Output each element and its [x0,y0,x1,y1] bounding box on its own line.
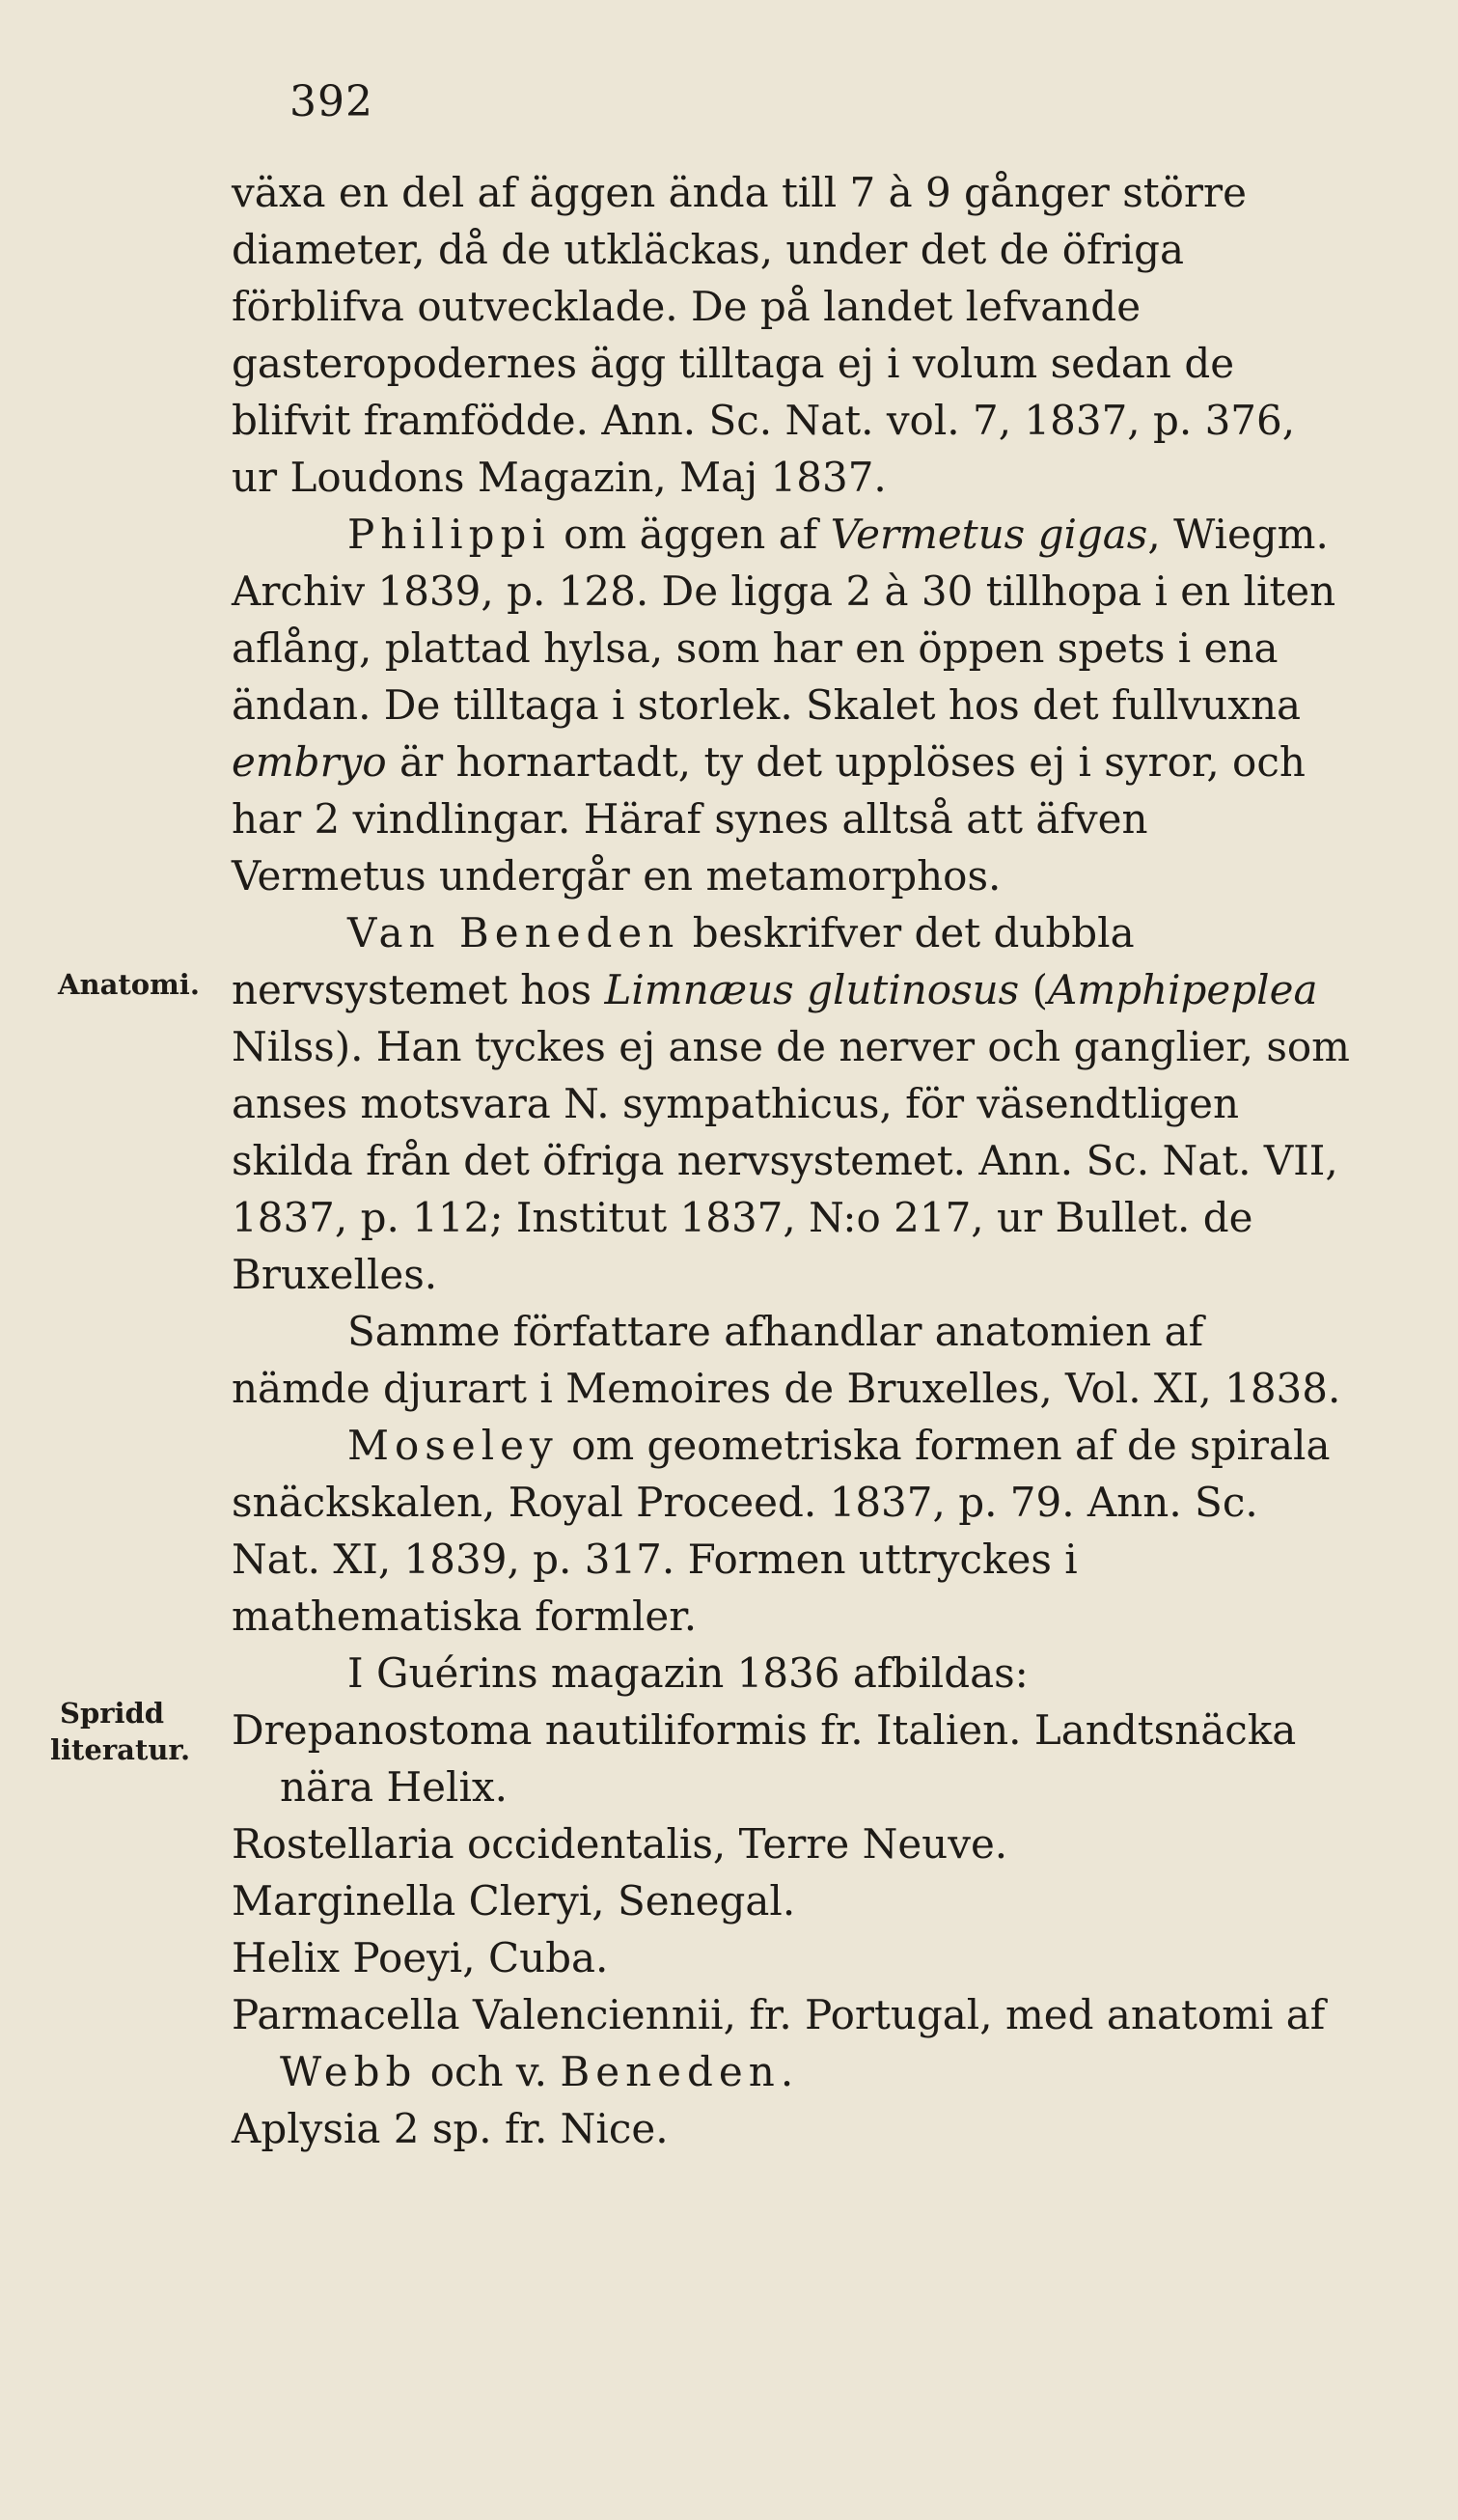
page-number: 392 [289,77,373,126]
text-run: beskrifver det dubbla nervsystemet hos [232,909,1135,1013]
margin-note-anatomi: Anatomi. [58,968,200,1001]
text-run: och v. [417,2048,561,2095]
author-moseley: Moseley [347,1422,559,1469]
margin-note-literatur: literatur. [50,1733,191,1766]
paragraph-egg-growth: växa en del af äggen ända till 7 à 9 gånger större diameter, då de utkläckas, under det de öfriga förblifva outvecklade. De på landet lefvande gasteropodernes ägg tilltaga ej i volum sedan de blifvit framfödde. Ann. Sc. Nat. vol. 7, 1837, p. 376, ur Loudons Magazin, Maj 1837. [232,169,1296,501]
text-run: om geometriska formen af de spirala snäckskalen, Royal Proceed. 1837, p. 79. Ann. Sc. Nat. XI, 1839, p. 317. Formen uttryckes i mathematiska formler. [232,1422,1331,1640]
paragraph-van-beneden [232,904,1353,1303]
species-amphipeplea: Amphipeplea [1048,966,1318,1013]
author-webb: Webb [280,2048,418,2095]
author-philippi: Philippi [347,511,551,558]
text-run: om äggen af [550,511,831,558]
text-run: Nilss). Han tyckes ej anse de nerver och ganglier, som anses motsvara N. sympathicus, för väsendtligen skilda från det öfriga nervsystemet. Ann. Sc. Nat. VII, 1837, p. 112; Institut 1837, N:o 217, ur Bullet. de Bruxelles. [232,1023,1350,1298]
text-run: ( [1019,966,1048,1013]
list-item: Aplysia 2 sp. fr. Nice. [232,2105,669,2152]
species-limnaeus: Limnæus glutinosus [604,966,1020,1013]
author-beneden: Beneden [560,2048,781,2095]
paragraph-samme: Samme författare afhandlar anatomien af nämde djurart i Memoires de Bruxelles, Vol. XI, 1838. [232,1308,1341,1412]
species-vermetus: Vermetus gigas [830,511,1148,558]
list-item: Helix Poeyi, Cuba. [232,1934,609,1981]
paragraph-philippi [232,506,1353,904]
author-van-beneden: Van Beneden [347,909,680,956]
list-item: Drepanostoma nautiliformis fr. Italien. Landtsnäcka nära Helix. [232,1706,1297,1811]
list-item: Marginella Cleryi, Senegal. [232,1877,796,1925]
margin-note-spridd: Spridd [60,1697,165,1730]
list-item-parmacella [232,1986,1353,2100]
text-run: Parmacella Valenciennii, fr. Portugal, med anatomi af [232,1991,1326,2038]
text-run: är hornartadt, ty det upplöses ej i syror, och har 2 vindlingar. Häraf synes alltså att äfven Vermetus undergår en metamorphos. [232,738,1306,900]
text-run: , Wiegm. Archiv 1839, p. 128. De ligga 2 à 30 tillhopa i en liten aflång, plattad hylsa, som har en öppen spets i ena ändan. De tilltaga i storlek. Skalet hos det fullvuxna [232,511,1336,729]
term-embryo: embryo [232,738,387,786]
paragraph-guerin: I Guérins magazin 1836 afbildas: [347,1649,1029,1697]
paragraph-moseley [232,1417,1353,1645]
text-run: . [780,2048,794,2095]
list-item: Rostellaria occidentalis, Terre Neuve. [232,1820,1008,1868]
body-text [232,164,1353,2157]
